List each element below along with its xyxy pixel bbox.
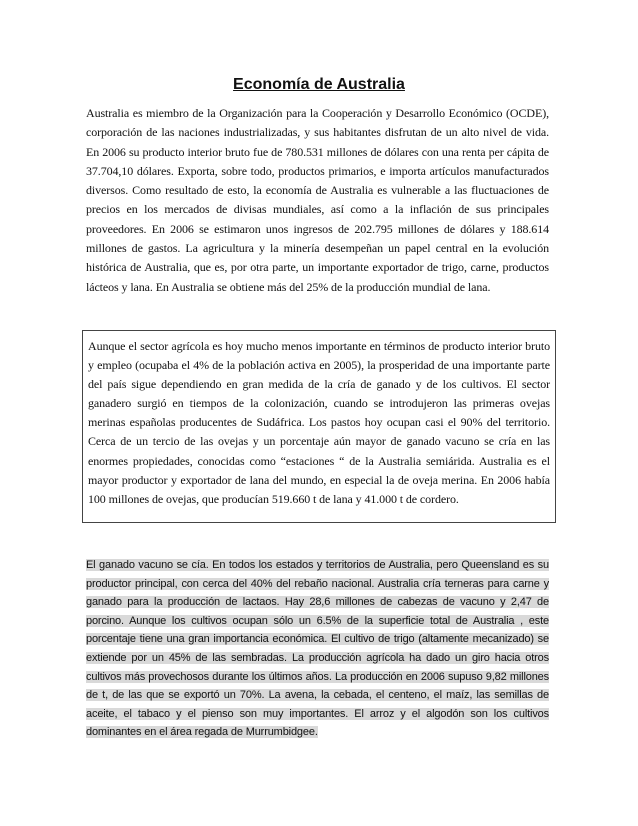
- document-title: Economía de Australia: [233, 76, 405, 93]
- paragraph-economy-overview: Australia es miembro de la Organización para la Cooperación y Desarrollo Económico (OCDE), corporación de las naciones industrializadas, y sus habitantes disfrutan de un alto nivel de vida. En 2006 su producto interior bruto fue de 780.531 millones de dólares con una renta per cápita de 37.704,10 dólares. Exporta, sobre todo, productos primarios, e importa artículos manufacturados diversos. Como resultado de esto, la economía de Australia es vulnerable a las fluctuaciones de precios en los mercados de divisas mundiales, así como a la inflación de sus principales proveedores. En 2006 se estimaron unos ingresos de 202.795 millones de dólares y 188.614 millones de gastos. La agricultura y la minería desempeñan un papel central en la evolución histórica de Australia, que es, por otra parte, un importante exportador de trigo, carne, productos lácteos y lana. En Australia se obtiene más del 25% de la producción mundial de lana.: [86, 106, 549, 294]
- highlighted-paragraph: [86, 556, 549, 742]
- bordered-text-box: [82, 330, 556, 523]
- paragraph-agriculture-livestock: Aunque el sector agrícola es hoy mucho menos importante en términos de producto interior bruto y empleo (ocupaba el 4% de la población activa en 2005), la prosperidad de una importante parte del país sigue dependiendo en gran medida de la cría de ganado y de los cultivos. El sector ganadero surgió en tiempos de la colonización, cuando se introdujeron las primeras ovejas merinas españolas producentes de Sudáfrica. Los pastos hoy ocupan casi el 90% del territorio. Cerca de un tercio de las ovejas y un porcentaje aún mayor de ganado vacuno se cría en las enormes propiedades, conocidas como “estaciones “ de la Australia semiárida. Australia es el mayor productor y exportador de lana del mundo, en especial la de oveja merina. En 2006 había 100 millones de ovejas, que producían 519.660 t de lana y 41.000 t de cordero.: [88, 339, 550, 506]
- paragraph-cattle-crops: El ganado vacuno se cía. En todos los estados y territorios de Australia, pero Queensland es su productor principal, con cerca del 40% del rebaño nacional. Australia cría terneras para carne y ganado para la producción de lactaos. Hay 28,6 millones de cabezas de vacuno y 2,47 de porcino. Aunque los cultivos ocupan sólo un 6.5% de la superficie total de Australia , este porcentaje tiene una gran importancia económica. El cultivo de trigo (altamente mecanizado) se extiende por un 45% de las sembradas. La producción agrícola ha dado un giro hacia otros cultivos más provechosos durante los últimos años. La producción en 2006 supuso 9,82 millones de t, de las que se exportó un 70%. La avena, la cebada, el centeno, el maíz, las semillas de aceite, el tabaco y el pienso son muy importantes. El arroz y el algodón son los cultivos dominantes en el área regada de Murrumbidgee.: [86, 559, 549, 739]
